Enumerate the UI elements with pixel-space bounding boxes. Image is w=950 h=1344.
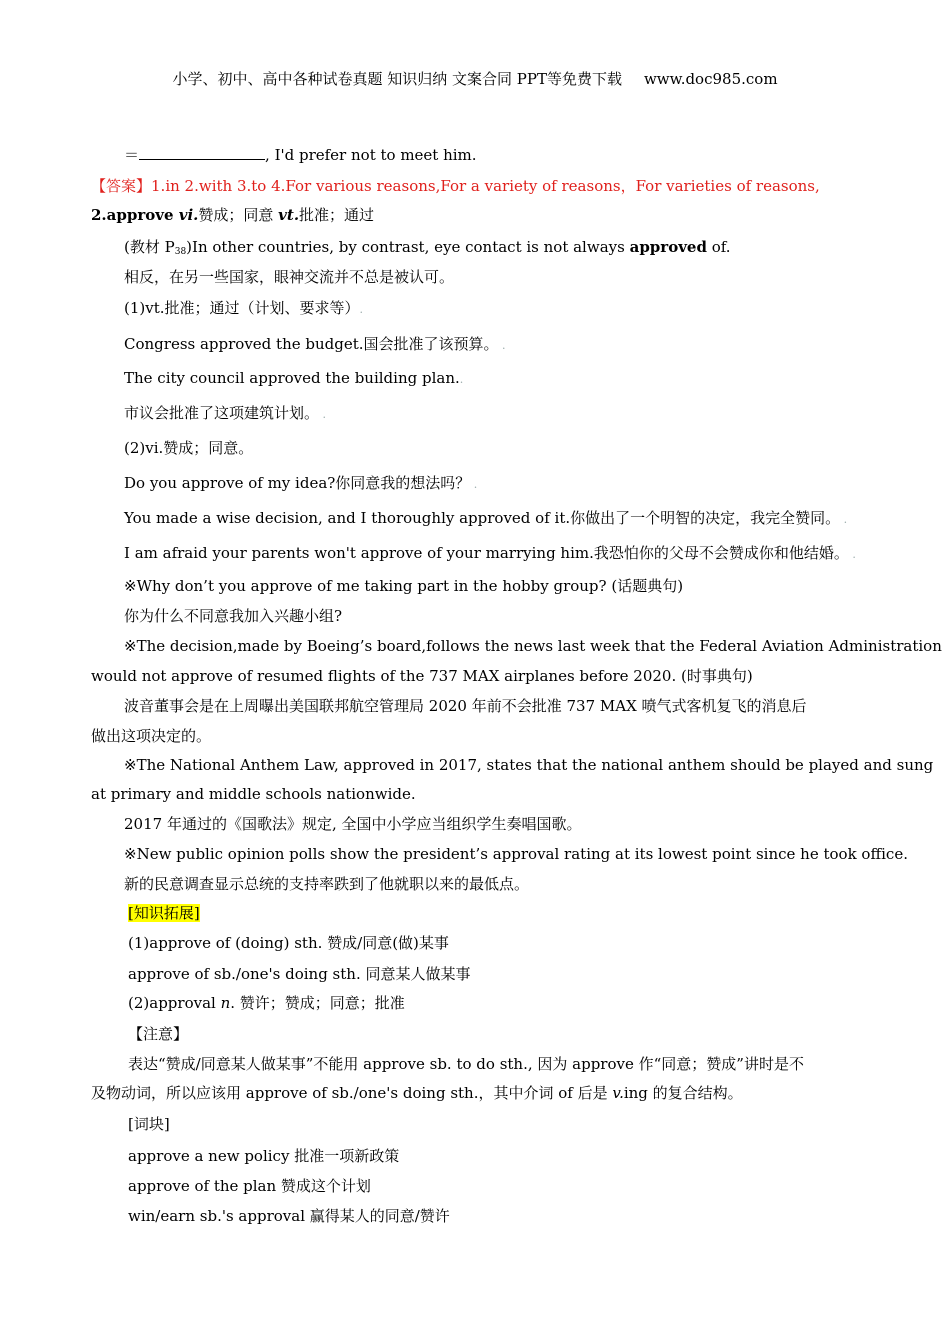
- news-sentence-line-1: ※The decision,made by Boeing’s board,follows the news last week that the Federal Aviation Administration: [124, 637, 942, 655]
- poll-sentence: ※New public opinion polls show the president’s approval rating at its lowest point since he took office.: [124, 845, 908, 863]
- answer-blank: [139, 145, 265, 160]
- fill-blank-line: ＝ , I'd prefer not to meet him.: [124, 146, 477, 164]
- header-url[interactable]: www.doc985.com: [643, 70, 778, 88]
- textbook-sentence: (教材 $P_{38})In$ other countries, by contrast, eye contact is not always approved of.: [124, 238, 731, 257]
- header-text: 小学、初中、高中各种试卷真题 知识归纳 文案合同 PPT等免费下载: [172, 70, 622, 88]
- anthem-translation: 2017 年通过的《国歌法》规定, 全国中小学应当组织学生奏唱国歌。: [124, 815, 582, 833]
- example-2: The city council approved the building plan..: [124, 369, 464, 387]
- chunk-item-2: approve of the plan 赞成这个计划: [128, 1177, 371, 1195]
- textbook-translation: 相反，在另一些国家，眼神交流并不总是被认可。: [124, 268, 455, 286]
- topic-sentence: ※Why don’t you approve of me taking part in the hobby group? (话题典句): [124, 577, 684, 595]
- extension-item-1: (1)approve of (doing) sth. 赞成/同意(做)某事: [128, 934, 449, 952]
- extension-item-3: (2)approval n. 赞许；赞成；同意；批准: [128, 994, 405, 1012]
- poll-translation: 新的民意调查显示总统的支持率跌到了他就职以来的最低点。: [124, 875, 530, 893]
- note-line-1: 表达“赞成/同意某人做某事”不能用 approve sb. to do sth., 因为 approve 作“同意；赞成”讲时是不: [128, 1055, 804, 1073]
- page-header: [0, 68, 950, 89]
- answer-line: [91, 176, 820, 196]
- note-line-2: 及物动词，所以应该用 approve of sb./one's doing sth.，其中介词 of 后是 v.ing 的复合结构。: [91, 1084, 743, 1102]
- entry-heading: 2.approve vi.赞成；同意 vt.批准；通过: [91, 206, 375, 224]
- chunk-tag: [词块]: [128, 1115, 170, 1133]
- sense-2: (2)vi.赞成；同意。: [124, 439, 254, 457]
- news-sentence-line-2: would not approve of resumed flights of the 737 MAX airplanes before 2020. (时事典句): [91, 667, 753, 685]
- knowledge-extension-tag: [知识拓展]: [128, 904, 200, 922]
- example-4: You made a wise decision, and I thoroughly approved of it.你做出了一个明智的决定，我完全赞同。 .: [124, 509, 848, 527]
- example-1: Congress approved the budget.国会批准了该预算。 .: [124, 335, 506, 353]
- anthem-sentence-line-2: at primary and middle schools nationwide.: [91, 785, 416, 803]
- example-3: Do you approve of my idea?你同意我的想法吗？ .: [124, 474, 478, 492]
- chunk-item-1: approve a new policy 批准一项新政策: [128, 1147, 400, 1165]
- note-tag: 【注意】: [128, 1025, 189, 1043]
- news-translation-line-2: 做出这项决定的。: [91, 727, 212, 745]
- answer-text: 1.in 2.with 3.to 4.For various reasons,For a variety of reasons，For varieties of reasons,: [151, 177, 820, 195]
- answer-tag: 【答案】: [91, 177, 152, 195]
- extension-item-2: approve of sb./one's doing sth. 同意某人做某事: [128, 965, 471, 983]
- chunk-item-3: win/earn sb.'s approval 赢得某人的同意/赞许: [128, 1207, 450, 1225]
- news-translation-line-1: 波音董事会是在上周曝出美国联邦航空管理局 2020 年前不会批准 737 MAX 喷气式客机复飞的消息后: [124, 697, 807, 715]
- sense-1: (1)vt.批准；通过（计划、要求等）.: [124, 299, 364, 317]
- example-2-translation: 市议会批准了这项建筑计划。 .: [124, 404, 327, 422]
- topic-sentence-translation: 你为什么不同意我加入兴趣小组?: [124, 607, 343, 625]
- example-5: I am afraid your parents won't approve of your marrying him.我恐怕你的父母不会赞成你和他结婚。 .: [124, 544, 856, 562]
- anthem-sentence-line-1: ※The National Anthem Law, approved in 2017, states that the national anthem should be played and sung: [124, 756, 934, 774]
